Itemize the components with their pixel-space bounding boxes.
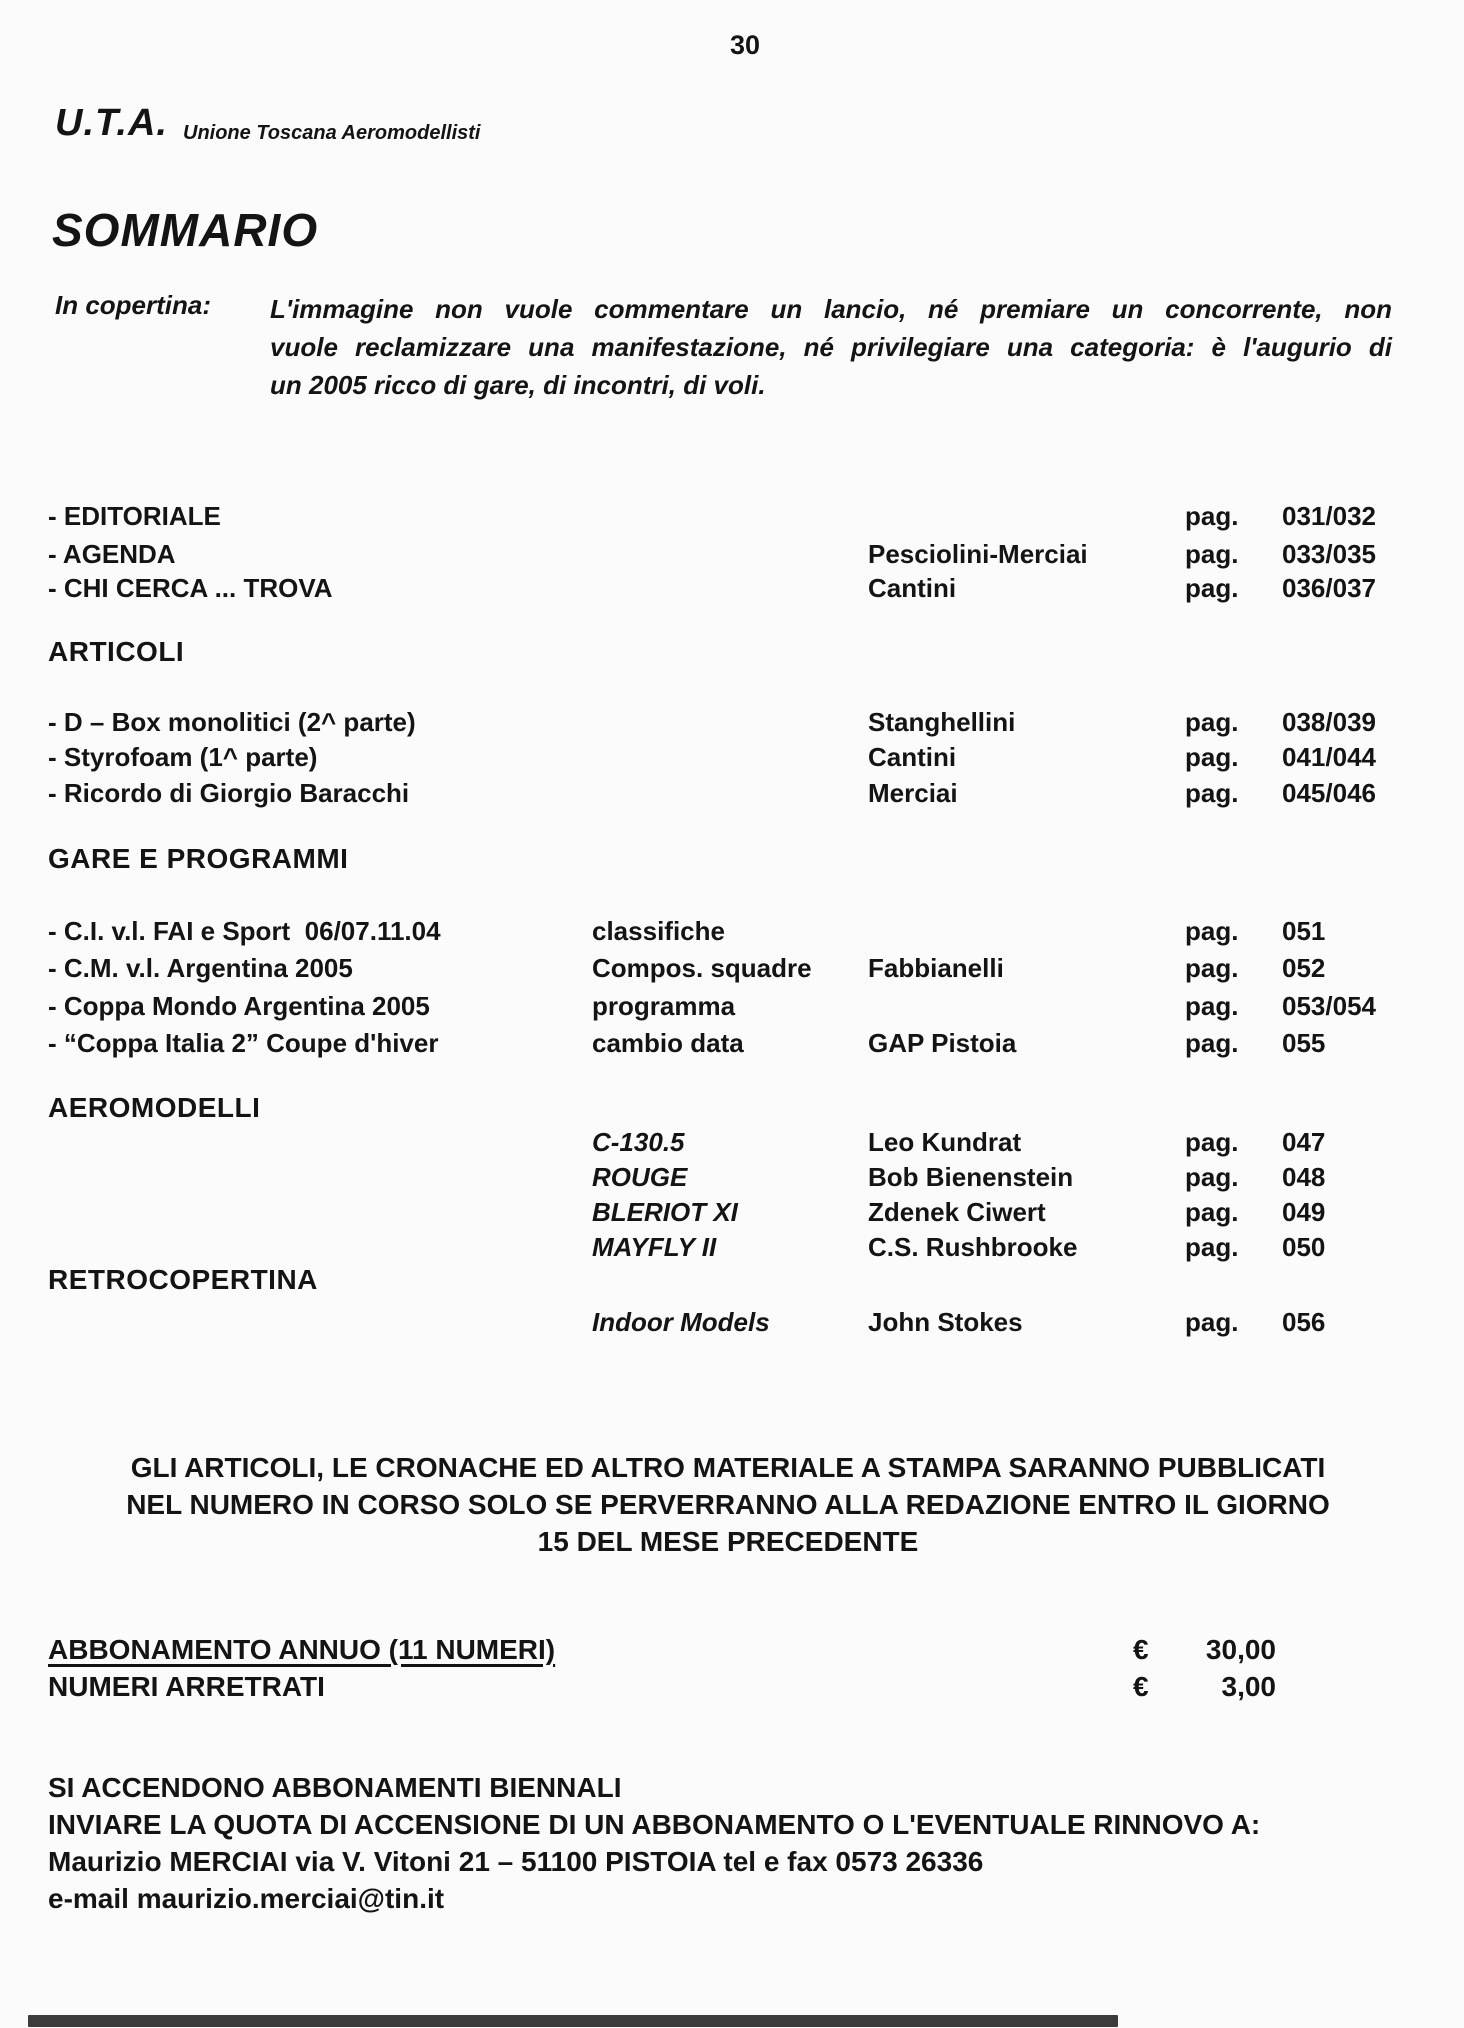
page-number: 30 <box>729 30 761 60</box>
toc-page-numbers: 056 <box>1282 1307 1326 1337</box>
toc-page-abbrev: pag. <box>1185 1028 1239 1058</box>
toc-page-abbrev: pag. <box>1185 991 1239 1021</box>
toc-page-abbrev: pag. <box>1185 1127 1239 1157</box>
toc-page-numbers: 038/039 <box>1282 707 1376 737</box>
toc-row <box>0 991 1464 1027</box>
toc-entry-author: Cantini <box>868 742 957 772</box>
scan-artifact-bar <box>28 2015 1118 2027</box>
submission-notice-line: 15 DEL MESE PRECEDENTE <box>537 1526 919 1557</box>
toc-row <box>0 742 1464 778</box>
toc-entry-model-name: BLERIOT XI <box>592 1197 738 1227</box>
cover-caption-line: vuole reclamizzare una manifestazione, né privilegiare una categoria: è l'augurio di <box>270 332 1392 362</box>
toc-entry-author: Pesciolini-Merciai <box>868 539 1088 569</box>
toc-row <box>0 1307 1464 1343</box>
toc-page-abbrev: pag. <box>1185 916 1239 946</box>
org-full-name: Unione Toscana Aeromodellisti <box>183 122 481 144</box>
toc-row <box>0 1232 1464 1268</box>
cover-caption-line: un 2005 ricco di gare, di incontri, di voli. <box>270 370 766 400</box>
cover-caption-paragraph <box>270 290 1392 404</box>
toc-row <box>0 539 1464 575</box>
toc-entry-description: programma <box>592 991 736 1021</box>
toc-page-abbrev: pag. <box>1185 501 1239 531</box>
toc-entry-author: Bob Bienenstein <box>868 1162 1074 1192</box>
cover-caption-line: L'immagine non vuole commentare un lancio, né premiare un concorrente, non <box>270 294 1392 324</box>
toc-row <box>0 573 1464 609</box>
euro-sign: € <box>1133 1634 1149 1665</box>
toc-page-numbers: 045/046 <box>1282 778 1376 808</box>
toc-entry-author: C.S. Rushbrooke <box>868 1232 1078 1262</box>
subscription-amount: 3,00 <box>1221 1671 1276 1702</box>
subscription-label: ABBONAMENTO ANNUO (11 NUMERI) <box>48 1634 556 1665</box>
toc-row <box>0 778 1464 814</box>
toc-row <box>0 1197 1464 1233</box>
toc-row <box>0 1127 1464 1163</box>
toc-page-numbers: 048 <box>1282 1162 1326 1192</box>
toc-entry-title: - “Coppa Italia 2” Coupe d'hiver <box>48 1028 439 1058</box>
toc-page-numbers: 051 <box>1282 916 1326 946</box>
toc-page-numbers: 055 <box>1282 1028 1326 1058</box>
toc-page-numbers: 036/037 <box>1282 573 1376 603</box>
toc-page-abbrev: pag. <box>1185 778 1239 808</box>
toc-entry-model-name: MAYFLY II <box>592 1232 717 1262</box>
toc-page-abbrev: pag. <box>1185 573 1239 603</box>
euro-sign: € <box>1133 1671 1149 1702</box>
toc-page-abbrev: pag. <box>1185 742 1239 772</box>
toc-entry-title: - D – Box monolitici (2^ parte) <box>48 707 416 737</box>
cover-caption-label: In copertina: <box>55 290 212 320</box>
toc-entry-author: John Stokes <box>868 1307 1023 1337</box>
toc-entry-author: Merciai <box>868 778 958 808</box>
toc-page-abbrev: pag. <box>1185 1307 1239 1337</box>
toc-section-heading: AEROMODELLI <box>48 1092 261 1123</box>
toc-page-numbers: 041/044 <box>1282 742 1376 772</box>
toc-row <box>0 707 1464 743</box>
toc-entry-title: - EDITORIALE <box>48 501 221 531</box>
submission-notice-line: GLI ARTICOLI, LE CRONACHE ED ALTRO MATERIALE A STAMPA SARANNO PUBBLICATI <box>130 1452 1326 1483</box>
toc-entry-author: Stanghellini <box>868 707 1016 737</box>
contact-line: SI ACCENDONO ABBONAMENTI BIENNALI <box>48 1772 622 1803</box>
toc-page-abbrev: pag. <box>1185 1197 1239 1227</box>
toc-page-numbers: 031/032 <box>1282 501 1376 531</box>
toc-entry-title: - AGENDA <box>48 539 176 569</box>
toc-row <box>0 501 1464 537</box>
toc-entry-title: - C.M. v.l. Argentina 2005 <box>48 953 353 983</box>
toc-entry-description: cambio data <box>592 1028 744 1058</box>
toc-row <box>0 1028 1464 1064</box>
toc-entry-title: - C.I. v.l. FAI e Sport 06/07.11.04 <box>48 916 441 946</box>
toc-section-heading: ARTICOLI <box>48 636 185 667</box>
toc-page-numbers: 052 <box>1282 953 1326 983</box>
toc-row <box>0 916 1464 952</box>
toc-entry-author: Zdenek Ciwert <box>868 1197 1046 1227</box>
subscription-label: NUMERI ARRETRATI <box>48 1671 325 1702</box>
subscription-contact-block <box>48 1769 1428 1917</box>
toc-page-abbrev: pag. <box>1185 953 1239 983</box>
toc-row <box>0 1162 1464 1198</box>
subscription-row <box>0 1671 1464 1707</box>
contact-line: e-mail maurizio.merciai@tin.it <box>48 1883 445 1914</box>
org-abbreviation: U.T.A. <box>55 102 168 144</box>
toc-entry-model-name: Indoor Models <box>592 1307 770 1337</box>
toc-entry-author: Cantini <box>868 573 957 603</box>
toc-entry-title: - Ricordo di Giorgio Baracchi <box>48 778 410 808</box>
toc-entry-model-name: C-130.5 <box>592 1127 685 1157</box>
toc-row <box>0 953 1464 989</box>
toc-page-abbrev: pag. <box>1185 1232 1239 1262</box>
toc-page-numbers: 033/035 <box>1282 539 1376 569</box>
toc-entry-title: - Styrofoam (1^ parte) <box>48 742 318 772</box>
contact-line: Maurizio MERCIAI via V. Vitoni 21 – 51100 PISTOIA tel e fax 0573 26336 <box>48 1846 984 1877</box>
toc-page-numbers: 047 <box>1282 1127 1326 1157</box>
toc-page-abbrev: pag. <box>1185 1162 1239 1192</box>
toc-section-heading: GARE E PROGRAMMI <box>48 843 349 874</box>
subscription-row <box>0 1634 1464 1670</box>
toc-entry-title: - CHI CERCA ... TROVA <box>48 573 333 603</box>
subscription-amount: 30,00 <box>1205 1634 1276 1665</box>
toc-page-numbers: 049 <box>1282 1197 1326 1227</box>
toc-entry-description: Compos. squadre <box>592 953 812 983</box>
toc-entry-author: Fabbianelli <box>868 953 1004 983</box>
contact-line: INVIARE LA QUOTA DI ACCENSIONE DI UN ABBONAMENTO O L'EVENTUALE RINNOVO A: <box>48 1809 1261 1840</box>
submission-notice <box>48 1449 1408 1560</box>
toc-entry-author: GAP Pistoia <box>868 1028 1017 1058</box>
toc-page-abbrev: pag. <box>1185 539 1239 569</box>
toc-section-heading: RETROCOPERTINA <box>48 1264 318 1295</box>
toc-page-numbers: 050 <box>1282 1232 1326 1262</box>
toc-entry-model-name: ROUGE <box>592 1162 688 1192</box>
toc-entry-author: Leo Kundrat <box>868 1127 1022 1157</box>
toc-entry-description: classifiche <box>592 916 725 946</box>
toc-page-numbers: 053/054 <box>1282 991 1376 1021</box>
page-title: SOMMARIO <box>52 204 319 256</box>
toc-entry-title: - Coppa Mondo Argentina 2005 <box>48 991 430 1021</box>
submission-notice-line: NEL NUMERO IN CORSO SOLO SE PERVERRANNO ALLA REDAZIONE ENTRO IL GIORNO <box>126 1489 1330 1520</box>
toc-page-abbrev: pag. <box>1185 707 1239 737</box>
